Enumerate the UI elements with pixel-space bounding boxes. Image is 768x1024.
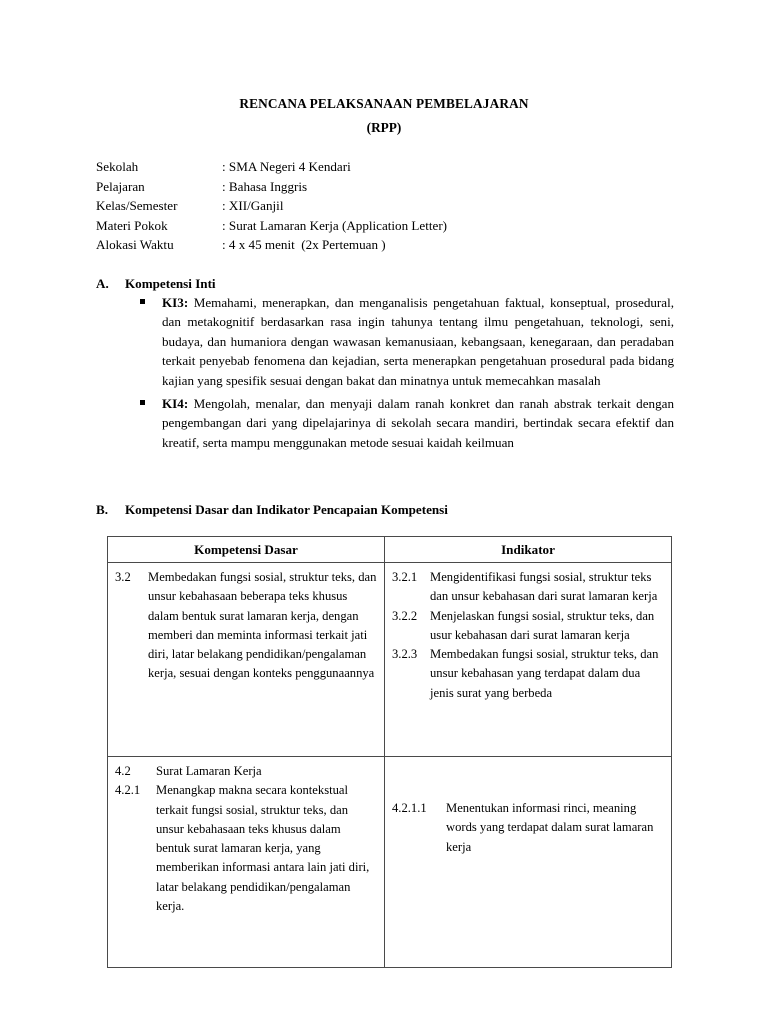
table-row <box>108 563 672 757</box>
item-number: 3.2.1 <box>392 570 418 584</box>
item-number: 4.2 <box>115 764 131 778</box>
metadata-row <box>96 179 696 199</box>
item-text: Menentukan informasi rinci, meaning words yang terdapat dalam surat lamaran kerja <box>446 801 654 854</box>
square-bullet-icon <box>96 394 162 452</box>
metadata-label: Materi Pokok <box>96 217 168 233</box>
item-number: 3.2.2 <box>392 608 418 623</box>
column-header-kompetensi-dasar: Kompetensi Dasar <box>108 537 385 563</box>
metadata-value: : XII/Ganjil <box>222 198 284 213</box>
item-number: 4.2.1 <box>115 783 141 798</box>
lesson-metadata <box>96 159 696 257</box>
item-text: Membedakan fungsi sosial, struktur teks, dan unsur kebahasan yang terdapat dalam dua jenis surat yang berbeda <box>430 647 659 700</box>
table-row <box>108 757 672 968</box>
metadata-row <box>96 159 696 179</box>
page-subtitle: (RPP) <box>366 120 402 135</box>
numbered-item <box>392 645 664 703</box>
numbered-item <box>115 762 377 781</box>
section-a-letter: A. <box>96 276 109 291</box>
kompetensi-inti-list <box>96 293 674 456</box>
ki-code: KI3: <box>162 295 189 310</box>
metadata-value: : SMA Negeri 4 Kendari <box>222 159 351 174</box>
section-b-heading <box>96 502 448 518</box>
metadata-value: : Surat Lamaran Kerja (Application Letter) <box>222 217 448 233</box>
cell-kompetensi-dasar <box>108 757 385 968</box>
item-text: Mengidentifikasi fungsi sosial, struktur teks dan unsur kebahasan dari surat lamaran kerja <box>430 570 658 604</box>
item-number: 4.2.1.1 <box>392 801 427 815</box>
square-bullet-icon <box>96 293 162 390</box>
item-text: Membedakan fungsi sosial, struktur teks, dan unsur kebahasaan beberapa teks khusus dalam bentuk surat lamaran kerja, dengan memberi dan meminta informasi terkait jati diri, latar belakang pendidikan/pengalaman kerja, sesuai dengan konteks penggunaannya <box>148 570 377 681</box>
metadata-label: Sekolah <box>96 159 139 174</box>
section-a-title: Kompetensi Inti <box>125 276 216 291</box>
section-a-heading <box>96 276 216 292</box>
ki-text <box>162 293 674 390</box>
column-header-indikator: Indikator <box>385 537 672 563</box>
item-text: Menangkap makna secara kontekstual terkait fungsi sosial, struktur teks, dan unsur kebahasaan teks khusus dalam bentuk surat lamaran kerja, yang memberikan informasi antara lain jati diri, latar belakang pendidikan/pengalaman kerja. <box>156 783 370 914</box>
list-item <box>96 293 674 390</box>
metadata-row <box>96 198 696 218</box>
ki-description: Memahami, menerapkan, dan menganalisis pengetahuan faktual, konseptual, prosedural, dan metakognitif berdasarkan rasa ingin tahunya tentang ilmu pengetahuan, teknologi, seni, budaya, dan humaniora dengan wawasan kemanusiaan, kebangsaan, kenegaraan, dan peradaban terkait penyebab fenomena dan kejadian, serta menerapkan pengetahuan prosedural pada bidang kajian yang spesifik sesuai dengan bakat dan minatnya untuk memecahkan masalah <box>162 295 674 388</box>
numbered-item <box>392 607 664 646</box>
list-item <box>96 394 674 452</box>
item-number: 3.2.3 <box>392 647 418 662</box>
cell-indikator <box>385 757 672 968</box>
metadata-label: Pelajaran <box>96 178 145 194</box>
numbered-item <box>392 799 664 857</box>
numbered-item <box>115 568 377 684</box>
numbered-item <box>115 781 377 916</box>
cell-indikator <box>385 563 672 757</box>
metadata-value: : Bahasa Inggris <box>222 178 308 194</box>
ki-description: Mengolah, menalar, dan menyaji dalam ranah konkret dan ranah abstrak terkait dengan pengembangan dari yang dipelajarinya di sekolah secara mandiri, bertindak secara efektif dan kreatif, serta mampu menggunakan metode sesuai kaidah keilmuan <box>162 396 674 450</box>
kompetensi-dasar-table <box>107 536 672 968</box>
item-text: Surat Lamaran Kerja <box>156 764 262 778</box>
cell-kompetensi-dasar <box>108 563 385 757</box>
ki-text <box>162 394 674 452</box>
table-header-row <box>108 537 672 563</box>
metadata-row <box>96 237 696 257</box>
metadata-row <box>96 218 696 238</box>
metadata-label: Alokasi Waktu <box>96 237 174 252</box>
numbered-item <box>392 568 664 607</box>
metadata-value: : 4 x 45 menit (2x Pertemuan ) <box>222 237 386 252</box>
item-text: Menjelaskan fungsi sosial, struktur teks, dan usur kebahasan dari surat lamaran kerja <box>430 608 655 642</box>
metadata-label: Kelas/Semester <box>96 198 178 213</box>
page-title: RENCANA PELAKSANAAN PEMBELAJARAN <box>239 96 529 111</box>
ki-code: KI4: <box>162 396 189 412</box>
section-b-title: Kompetensi Dasar dan Indikator Pencapaian Kompetensi <box>125 502 448 517</box>
item-number: 3.2 <box>115 570 131 584</box>
section-b-letter: B. <box>96 502 109 517</box>
